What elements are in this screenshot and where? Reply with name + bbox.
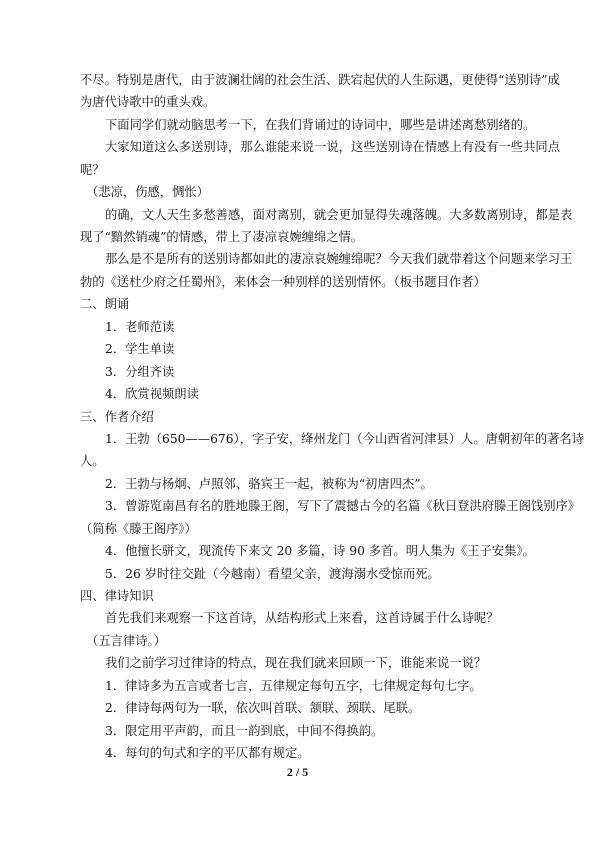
list-item: 4．他擅长骈文，现流传下来文 20 多篇，诗 90 多首。明人集为《王子安集》。 xyxy=(105,544,535,558)
list-item: 3．曾游览南昌有名的胜地滕王阁，写下了震撼古今的名篇《秋日登洪府滕王阁饯别序》 xyxy=(105,499,581,513)
list-item: 4．欣赏视频朗读 xyxy=(105,387,199,401)
list-item: 4．每句的句式和字的平仄都有规定。 xyxy=(105,746,310,760)
paragraph-line: 呢？ xyxy=(80,163,105,177)
paragraph-line: 那么是不是所有的送别诗都如此的凄凉哀婉缠绵呢？今天我们就带着这个问题来学习王 xyxy=(105,252,573,266)
list-item: 1．律诗多为五言或者七言，五律规定每句五字，七律规定每句七字。 xyxy=(105,679,482,693)
paragraph-line: 我们之前学习过律诗的特点，现在我们就来回顾一下，谁能来说一说？ xyxy=(105,656,487,670)
section-heading: 四、律诗知识 xyxy=(80,589,154,603)
paragraph-line: 的确，文人天生多愁善感，面对离别，就会更加显得失魂落魄。大多数离别诗，都是表 xyxy=(105,208,573,222)
section-heading: 二、朗诵 xyxy=(80,297,130,311)
paragraph-line: 现了“黯然销魂”的情感，带上了凄凉哀婉缠绵之情。 xyxy=(80,230,364,244)
section-heading: 三、作者介绍 xyxy=(80,410,154,424)
list-item: 5．26 岁时往交趾（今越南）看望父亲，渡海溺水受惊而死。 xyxy=(105,567,440,581)
list-item: 3．分组齐读 xyxy=(105,365,175,379)
page-number: 2 / 5 xyxy=(286,765,309,779)
paragraph-line: 首先我们来观察一下这首诗，从结构形式上来看，这首诗属于什么诗呢？ xyxy=(105,611,499,625)
paragraph-line: 勃的《送杜少府之任蜀州》，来体会一种别样的送别情怀。（板书题目作者） xyxy=(80,275,486,289)
list-item-continuation: 人。 xyxy=(80,454,105,468)
list-item: 2．学生单读 xyxy=(105,342,175,356)
paragraph-line: 为唐代诗歌中的重头戏。 xyxy=(80,95,216,109)
list-item: 1．老师范读 xyxy=(105,320,175,334)
paragraph-line: （悲凉，伤感，惆怅） xyxy=(86,185,209,199)
list-item: 3．限定用平声韵，而且一韵到底，中间不得换韵。 xyxy=(105,724,384,738)
list-item-continuation: （简称《滕王阁序》） xyxy=(80,522,197,536)
list-item: 2．王勃与杨炯、卢照邻、骆宾王一起，被称为“初唐四杰”。 xyxy=(105,477,433,491)
paragraph-line: 下面同学们就动脑思考一下，在我们背诵过的诗词中，哪些是讲述离愁别绪的。 xyxy=(105,118,536,132)
paragraph-line: 不尽。特别是唐代，由于波澜壮阔的社会生活、跌宕起伏的人生际遇，更使得“送别诗”成 xyxy=(80,73,560,87)
paragraph-line: （五言律诗。） xyxy=(86,634,166,648)
paragraph-line: 大家知道这么多送别诗，那么谁能来说一说，这些送别诗在情感上有没有一些共同点 xyxy=(105,140,560,154)
list-item: 1．王勃（650——676），字子安，绛州龙门（今山西省河津县）人。唐朝初年的著名诗 xyxy=(105,432,585,446)
list-item: 2．律诗每两句为一联，依次叫首联、颔联、颈联、尾联。 xyxy=(105,701,421,715)
